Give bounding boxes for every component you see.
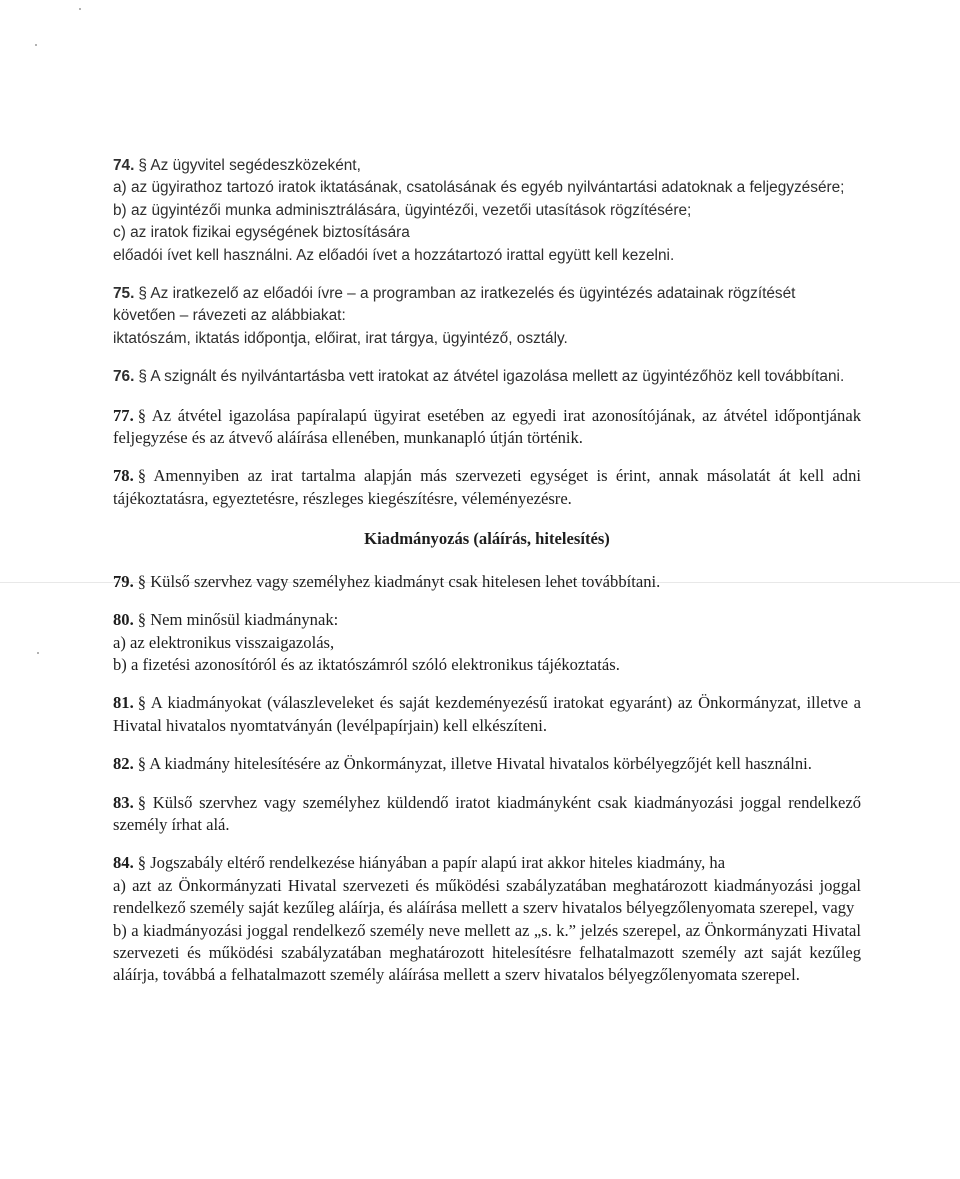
paragraph-line <box>113 654 861 676</box>
section-symbol: § <box>138 368 147 386</box>
section-number: 76. <box>113 368 135 386</box>
paragraph-text: a) azt az Önkormányzati Hivatal szervezeti és működési szabályzatában meghatározott kiadmányozási joggal rendelkező személy saját kezűleg aláírja, és aláírása mellett a szerv hivatalos bélyegzőlenyomata szerepel, vagy <box>113 875 861 918</box>
scan-speck <box>35 44 37 46</box>
paragraph-section <box>113 283 861 350</box>
paragraph-section <box>113 571 861 593</box>
paragraph-line <box>113 366 861 388</box>
paragraph-line <box>113 283 861 328</box>
section-symbol: § <box>137 853 147 873</box>
sections-after-heading <box>113 571 861 987</box>
paragraph-text: A kiadmány hitelesítésére az Önkormányzat, illetve Hivatal hivatalos körbélyegzőjét kell használni. <box>149 754 812 774</box>
paragraph-section <box>113 405 861 450</box>
section-number: 80. <box>113 610 134 630</box>
paragraph-text: Külső szervhez vagy személyhez küldendő iratot kiadmányként csak kiadmányozási joggal rendelkező személy írhat alá. <box>113 792 861 834</box>
paragraph-text: előadói ívet kell használni. Az előadói ívet a hozzátartozó irattal együtt kell kezelni. <box>113 246 675 264</box>
section-symbol: § <box>137 610 147 630</box>
paragraph-line <box>113 852 861 874</box>
section-heading: Kiadmányozás (aláírás, hitelesítés) <box>364 529 610 549</box>
paragraph-line <box>113 177 861 199</box>
section-number: 75. <box>113 285 135 303</box>
section-symbol: § <box>137 754 147 774</box>
section-number: 82. <box>113 754 134 774</box>
scan-speck <box>79 8 81 10</box>
paragraph-section <box>113 465 861 510</box>
paragraph-text: Külső szervhez vagy személyhez kiadmányt csak hitelesen lehet továbbítani. <box>150 571 661 591</box>
paragraph-text: Az ügyvitel segédeszközeként, <box>150 157 361 174</box>
paragraph-line <box>113 692 861 737</box>
paragraph-text: b) a kiadmányozási joggal rendelkező személy neve mellett az „s. k.” jelzés szerepel, az Önkormányzati Hivatal szervezeti és működési szabályzatában meghatározott hitelesítésre felhatalmazott személy azt saját kezűleg aláírja, továbbá a felhatalmazott személy aláírása mellett a szerv hivatalos bélyegzőlenyomata szerepel. <box>113 920 861 985</box>
document-page <box>113 155 861 1003</box>
paragraph-line <box>113 609 861 631</box>
section-number: 77. <box>113 405 134 425</box>
paragraph-section <box>113 792 861 837</box>
paragraph-text: Az átvétel igazolása papíralapú ügyirat esetében az egyedi irat azonosítójának, az átvétel időpontjának feljegyzése és az átvevő aláírása ellenében, munkanapló útján történik. <box>113 405 862 448</box>
paragraph-line <box>113 875 861 920</box>
section-symbol: § <box>137 405 147 425</box>
paragraph-section <box>113 692 861 737</box>
section-number: 83. <box>113 792 134 812</box>
paragraph-line <box>113 328 861 350</box>
section-symbol: § <box>137 792 147 812</box>
paragraph-text: c) az iratok fizikai egységének biztosítására <box>113 224 410 242</box>
section-number: 81. <box>113 693 134 713</box>
paragraph-text: a) az ügyirathoz tartozó iratok iktatásának, csatolásának és egyéb nyilvántartási adatoknak a feljegyzésére; <box>113 179 845 197</box>
paragraph-section <box>113 609 861 676</box>
paragraph-line <box>113 155 861 177</box>
sections-before-heading <box>113 155 861 510</box>
paragraph-text: Nem minősül kiadmánynak: <box>150 610 339 630</box>
paragraph-line <box>113 571 861 593</box>
paragraph-line <box>113 753 861 775</box>
section-number: 74. <box>113 157 135 174</box>
paragraph-text: b) a fizetési azonosítóról és az iktatószámról szóló elektronikus tájékoztatás. <box>113 654 620 674</box>
paragraph-line <box>113 920 861 987</box>
paragraph-text: Az iratkezelő az előadói ívre – a programban az iratkezelés és ügyintézés adatainak rögzítését követően – rávezeti az alábbiakat: <box>113 285 796 325</box>
paragraph-section <box>113 852 861 986</box>
paragraph-line <box>113 405 861 450</box>
section-symbol: § <box>138 157 147 174</box>
section-symbol: § <box>137 466 147 486</box>
section-symbol: § <box>138 285 147 303</box>
paragraph-text: a) az elektronikus visszaigazolás, <box>113 632 335 652</box>
paragraph-line <box>113 200 861 222</box>
paragraph-text: A kiadmányokat (válaszleveleket és saját kezdeményezésű iratokat egyaránt) az Önkormányzat, illetve a Hivatal hivatalos nyomtatványán (levélpapírjain) kell elkészíteni. <box>113 693 862 735</box>
paragraph-line <box>113 632 861 654</box>
paragraph-text: A szignált és nyilvántartásba vett iratokat az átvétel igazolása mellett az ügyintézőhöz kell továbbítani. <box>150 368 845 386</box>
paragraph-text: Amennyiben az irat tartalma alapján más szervezeti egységet is érint, annak másolatát át kell adni tájékoztatásra, egyeztetésre, részleges kiegészítésre, véleményezésre. <box>113 466 861 508</box>
paragraph-section <box>113 366 861 388</box>
paragraph-text: iktatószám, iktatás időpontja, előirat, irat tárgya, ügyintéző, osztály. <box>113 329 568 347</box>
paragraph-section <box>113 155 861 267</box>
paragraph-line <box>113 465 861 510</box>
paragraph-text: b) az ügyintézői munka adminisztrálására, ügyintézői, vezetői utasítások rögzítésére; <box>113 201 692 219</box>
paragraph-section <box>113 753 861 775</box>
section-number: 78. <box>113 466 134 486</box>
section-number: 84. <box>113 853 134 873</box>
paragraph-line <box>113 222 861 244</box>
paragraph-line <box>113 792 861 837</box>
scan-speck <box>37 652 39 654</box>
paragraph-text: Jogszabály eltérő rendelkezése hiányában a papír alapú irat akkor hiteles kiadmány, ha <box>150 853 726 873</box>
section-symbol: § <box>137 571 147 591</box>
paragraph-line <box>113 245 861 267</box>
section-number: 79. <box>113 571 134 591</box>
section-symbol: § <box>137 693 147 713</box>
